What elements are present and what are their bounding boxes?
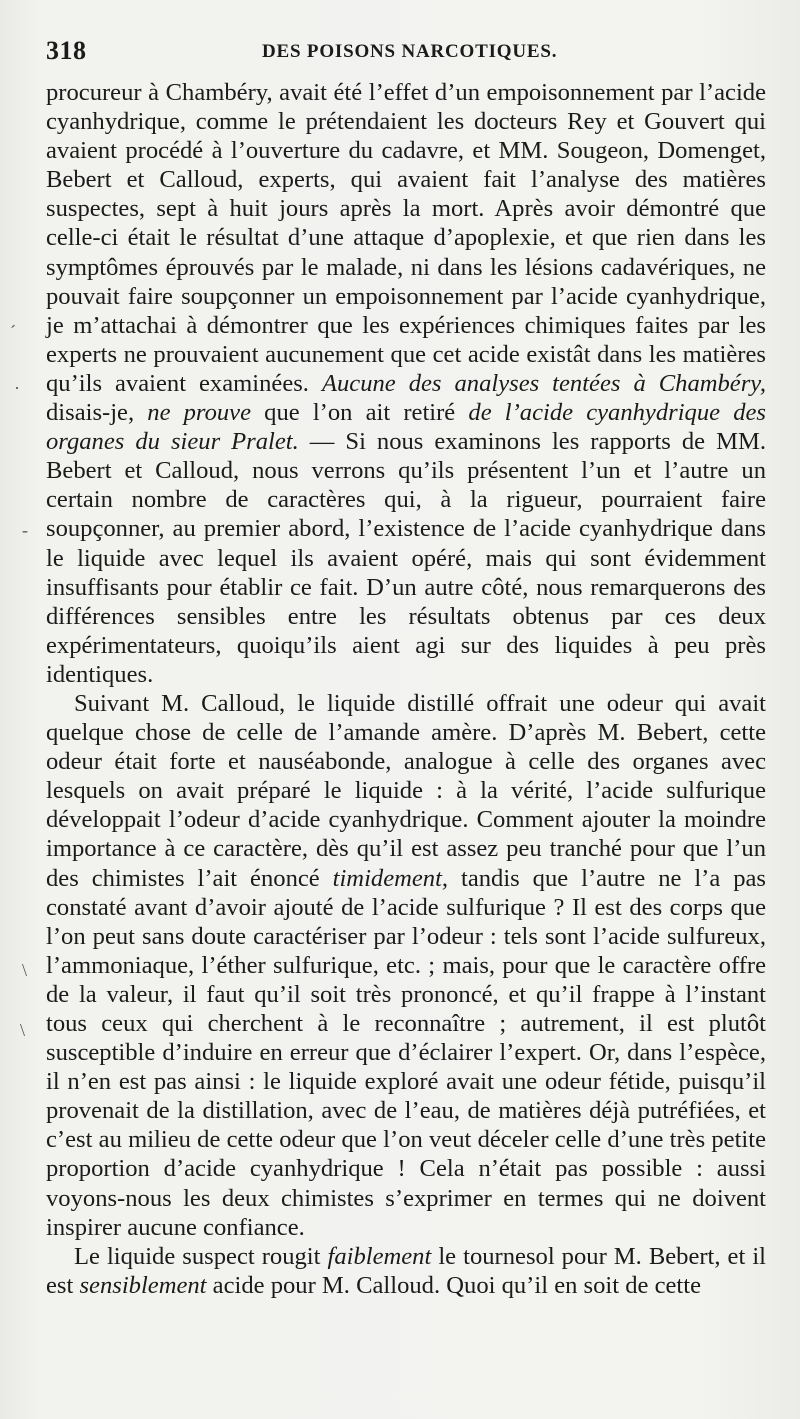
- text-run: acide pour M. Calloud. Quoi qu’il en soit de cette: [206, 1271, 702, 1299]
- italic-text-run: timidement,: [332, 864, 449, 892]
- text-run: Suivant M. Calloud, le liquide distillé offrait une odeur qui avait quelque chose de celle de l’amande amère. D’après M. Bebert, cette odeur était forte et nauséabonde, analogue à celle des organes avec lesquels on avait préparé le liquide : à la vérité, l’acide sulfurique développait l’odeur d’acide cyanhydrique. Comment ajouter la moindre importance à ce caractère, dès qu’il est assez peu tranché pour que l’un des chimistes l’ait énoncé: [46, 689, 766, 892]
- paragraph-2: [46, 689, 766, 1242]
- italic-text-run: de l’acide cyanhydrique des organes du sieur Pralet.: [46, 399, 766, 456]
- italic-text-run: sensiblement: [79, 1271, 207, 1299]
- text-run: tandis que l’autre ne l’a pas constaté avant d’avoir ajouté de l’acide sulfurique ? Il est des corps que l’on peut sans doute caractériser par l’odeur : tels sont l’acide sulfureux, l’ammoniaque, l’éther sulfurique, etc. ; mais, pour que le caractère offre de la valeur, il faut qu’il soit très prononcé, et qu’il frappe à l’instant tous ceux qui cherchent à le reconnaître ; autrement, il est plutôt susceptible d’induire en erreur que d’éclairer l’expert. Or, dans l’espèce, il n’en est pas ainsi : le liquide exploré avait une odeur fétide, puisqu’il provenait de la distillation, avec de l’eau, de matières déjà putréfiées, et c’est au milieu de cette odeur que l’on veut déceler celle d’une très petite proportion d’acide cyanhydrique ! Cela n’était pas possible : aussi voyons-nous les deux chimistes s’exprimer en termes qui ne doivent inspirer aucune confiance.: [46, 864, 766, 1241]
- paragraph-3: [46, 1242, 766, 1300]
- margin-mark: ´: [10, 322, 16, 342]
- margin-mark: ·: [14, 378, 20, 398]
- text-run: Le liquide suspect rougit: [74, 1242, 328, 1270]
- margin-mark: -: [22, 520, 28, 540]
- text-run: — Si nous examinons les rapports de MM. Bebert et Calloud, nous verrons qu’ils présentent l’un et l’autre un certain nombre de caractères qui, à la rigueur, pourraient faire soupçonner, au premier abord, l’existence de l’acide cyanhydrique dans le liquide avec lequel ils avaient opéré, mais qui sont évidemment insuffisants pour établir ce fait. D’un autre côté, nous remarquerons des différences sensibles entre les résultats obtenus par ces deux expérimentateurs, quoiqu’ils aient agi sur des liquides à peu près identiques.: [46, 428, 766, 688]
- italic-text-run: Aucune des analyses tentées à Chambéry,: [321, 369, 767, 397]
- text-run: disais-je,: [46, 399, 148, 427]
- italic-text-run: faiblement: [327, 1242, 432, 1270]
- margin-mark: \: [20, 1020, 26, 1040]
- paragraph-1: [46, 78, 766, 689]
- italic-text-run: ne prouve: [147, 399, 252, 427]
- margin-mark: \: [22, 960, 28, 980]
- running-title: DES POISONS NARCOTIQUES.: [262, 41, 558, 62]
- page-number: 318: [46, 36, 87, 65]
- body-text: [46, 78, 766, 1300]
- running-head: [46, 36, 762, 66]
- text-run: le tournesol pour M. Bebert, et il est: [46, 1242, 766, 1299]
- text-run: que l’on ait retiré: [251, 399, 469, 427]
- text-run: procureur à Chambéry, avait été l’effet d’un empoisonnement par l’acide cyanhydrique, comme le prétendaient les docteurs Rey et Gouvert qui avaient procédé à l’ouverture du cadavre, et MM. Sougeon, Domenget, Bebert et Calloud, experts, qui avaient fait l’analyse des matières suspectes, sept à huit jours après la mort. Après avoir démontré que celle-ci était le résultat d’une attaque d’apoplexie, et que rien dans les symptômes éprouvés par le malade, ni dans les lésions cadavériques, ne pouvait faire soupçonner un empoisonnement par l’acide cyanhydrique, je m’attachai à démontrer que les expériences chimiques faites par les experts ne prouvaient aucunement que cet acide existât dans les matières qu’ils avaient examinées.: [46, 79, 766, 397]
